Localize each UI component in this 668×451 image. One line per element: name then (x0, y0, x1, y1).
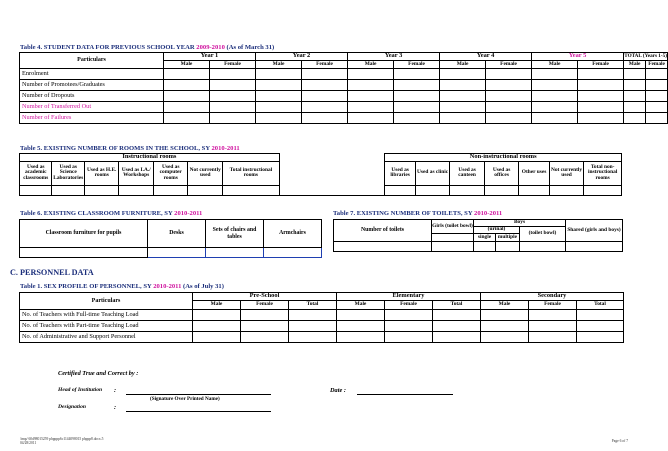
table4-row-label: Enrolment (20, 69, 164, 80)
table7-cell[interactable] (566, 242, 623, 252)
table4-cell[interactable] (210, 69, 256, 80)
signature-caption: (Signature Over Printed Name) (150, 396, 220, 402)
table4-cell[interactable] (256, 102, 302, 113)
table5-col-header: Used as academic classrooms (20, 161, 52, 185)
footer-date: 04/28/2011 (20, 441, 37, 446)
table5-cell[interactable] (385, 185, 415, 195)
table1-cell[interactable] (433, 310, 481, 321)
table5-col-header: Used as offices (484, 161, 519, 185)
table1-cell[interactable] (337, 332, 385, 343)
table5-col-header: Used as libraries (385, 161, 415, 185)
table4-cell[interactable] (302, 102, 348, 113)
table4-year1-header: Year 1 (164, 53, 256, 61)
table4-female-header: Female (210, 61, 256, 69)
table4-cell[interactable] (624, 91, 646, 102)
table4-female-header: Female (486, 61, 532, 69)
table7-shared-header: Shared (girls and boys) (566, 220, 623, 242)
table1-cell[interactable] (385, 332, 433, 343)
table7-title (333, 210, 502, 217)
table4-cell[interactable] (578, 113, 624, 124)
table4-cell[interactable] (624, 102, 646, 113)
table5-col-header: Used as computer rooms (153, 161, 188, 185)
table4-cell[interactable] (256, 69, 302, 80)
table5-cell[interactable] (153, 185, 188, 195)
table4-cell[interactable] (164, 80, 210, 91)
table7-cell[interactable] (496, 242, 520, 252)
table1-particulars-header: Particulars (20, 293, 193, 310)
table5-cell[interactable] (52, 185, 84, 195)
table6-armchairs-cell[interactable] (264, 248, 322, 258)
table7-urinal-header: (urinal) (474, 227, 520, 234)
table1-cell[interactable] (241, 310, 289, 321)
table1-cell[interactable] (481, 332, 529, 343)
table4-year5-header: Year 5 (532, 53, 624, 61)
table4-cell[interactable] (440, 113, 486, 124)
table4-cell[interactable] (532, 102, 578, 113)
table1-female-header: Female (529, 301, 577, 310)
table1-female-header: Female (241, 301, 289, 310)
table1-cell[interactable] (385, 321, 433, 332)
table1-secondary-header: Secondary (481, 293, 624, 301)
table1-title-prefix: Table 1. SEX PROFILE OF PERSONNEL, SY (20, 283, 154, 290)
table7-title-prefix: Table 7. EXISTING NUMBER OF TOILETS, SY (333, 210, 475, 217)
table1-cell[interactable] (241, 321, 289, 332)
table5-cell[interactable] (484, 185, 519, 195)
table6 (19, 219, 322, 258)
table4-cell[interactable] (164, 69, 210, 80)
table4-cell[interactable] (486, 113, 532, 124)
table4-cell[interactable] (486, 91, 532, 102)
table1-cell[interactable] (289, 332, 337, 343)
table4-cell[interactable] (164, 91, 210, 102)
table4-cell[interactable] (532, 91, 578, 102)
table4-male-header: Male (532, 61, 578, 69)
table5-cell[interactable] (519, 185, 549, 195)
table4-cell[interactable] (394, 69, 440, 80)
footer-page: Page 6 of 7 (611, 439, 628, 443)
table4-cell[interactable] (348, 113, 394, 124)
table4-cell[interactable] (440, 91, 486, 102)
table1-total-header: Total (289, 301, 337, 310)
table1-total-header: Total (577, 301, 624, 310)
table4-cell[interactable] (646, 80, 668, 91)
table5-title-prefix: Table 5. EXISTING NUMBER OF ROOMS IN THE SCHOOL, SY (20, 145, 212, 152)
table5-non-instructional-header: Non-instructional rooms (385, 154, 622, 162)
table1-cell[interactable] (289, 321, 337, 332)
table1-cell[interactable] (289, 310, 337, 321)
table1-cell[interactable] (577, 332, 624, 343)
table6-label: Classroom furniture for pupils (20, 220, 148, 248)
table4-cell[interactable] (646, 91, 668, 102)
table1-cell[interactable] (529, 332, 577, 343)
table5-col-header: Used as H.E. rooms (84, 161, 119, 185)
table5-title-sy: 2010-2011 (211, 145, 240, 152)
table4-cell[interactable] (302, 69, 348, 80)
table1-cell[interactable] (481, 310, 529, 321)
table1-cell[interactable] (529, 310, 577, 321)
table1-cell[interactable] (433, 321, 481, 332)
date-line[interactable] (357, 389, 453, 395)
table4-cell[interactable] (440, 102, 486, 113)
table4-cell[interactable] (394, 80, 440, 91)
table5-col-header: Used as clinic (415, 161, 450, 185)
table5-title (20, 145, 240, 152)
table4-male-header: Male (164, 61, 210, 69)
table4-cell[interactable] (578, 80, 624, 91)
table4-female-header: Female (302, 61, 348, 69)
table4-year2-header: Year 2 (256, 53, 348, 61)
table4-title (20, 44, 274, 51)
table4-cell[interactable] (348, 80, 394, 91)
table4-cell[interactable] (578, 69, 624, 80)
table1-cell[interactable] (433, 332, 481, 343)
table4-title-prefix: Table 4. STUDENT DATA FOR PREVIOUS SCHOOL YEAR (20, 44, 197, 51)
table4-female-header: Female (578, 61, 624, 69)
table1-cell[interactable] (193, 321, 241, 332)
table7-cell[interactable] (520, 242, 566, 252)
table4-cell[interactable] (210, 91, 256, 102)
table4-cell[interactable] (210, 113, 256, 124)
table6-title (20, 210, 202, 217)
table4-cell[interactable] (532, 80, 578, 91)
table4-cell[interactable] (256, 80, 302, 91)
table4-male-header: Male (348, 61, 394, 69)
table1-cell[interactable] (577, 310, 624, 321)
table5 (19, 153, 622, 196)
table4-male-header: Male (624, 61, 646, 69)
table7-label: Number of toilets (334, 220, 432, 242)
table4-cell[interactable] (646, 102, 668, 113)
table7-cell[interactable] (334, 242, 432, 252)
table4-cell[interactable] (210, 102, 256, 113)
head-colon: : (114, 387, 117, 394)
table4-cell[interactable] (440, 69, 486, 80)
table5-cell[interactable] (584, 185, 622, 195)
table4-cell[interactable] (348, 91, 394, 102)
table5-cell[interactable] (20, 185, 52, 195)
table4-cell[interactable] (394, 113, 440, 124)
table7-single-header: single (474, 234, 496, 242)
date-label: Date : (330, 387, 346, 394)
table1-male-header: Male (193, 301, 241, 310)
table5-col-header: Not currently used (188, 161, 223, 185)
table4-cell[interactable] (624, 69, 646, 80)
designation-line[interactable] (126, 406, 271, 412)
table4-cell[interactable] (532, 113, 578, 124)
table5-cell[interactable] (222, 185, 279, 195)
table4-female-header: Female (646, 61, 668, 69)
table4-cell[interactable] (646, 113, 668, 124)
table4-cell[interactable] (578, 91, 624, 102)
table5-gap (279, 161, 385, 185)
table5-instructional-header: Instructional rooms (20, 154, 280, 162)
table1-male-header: Male (337, 301, 385, 310)
table4-cell[interactable] (302, 113, 348, 124)
table7 (333, 219, 623, 252)
table4-female-header: Female (394, 61, 440, 69)
table4-male-header: Male (440, 61, 486, 69)
table4-cell[interactable] (210, 80, 256, 91)
table4-total-header: TOTAL (Years 1-5) (624, 52, 667, 59)
table5-col-header: Used as I.A./ Workshops (119, 161, 154, 185)
table4-cell[interactable] (394, 91, 440, 102)
table7-title-sy: 2010-2011 (474, 210, 503, 217)
table5-cell[interactable] (450, 185, 485, 195)
table1-cell[interactable] (193, 332, 241, 343)
table1-cell[interactable] (337, 310, 385, 321)
table1-male-header: Male (481, 301, 529, 310)
table4-cell[interactable] (164, 102, 210, 113)
table1-female-header: Female (385, 301, 433, 310)
table4-year4-header: Year 4 (440, 53, 532, 61)
table4-cell[interactable] (624, 113, 646, 124)
table7-cell[interactable] (474, 242, 496, 252)
table5-cell[interactable] (188, 185, 223, 195)
table1-cell[interactable] (337, 321, 385, 332)
table4-cell[interactable] (302, 80, 348, 91)
table4-cell[interactable] (302, 91, 348, 102)
footer-path-block (20, 437, 103, 446)
table1-cell[interactable] (481, 321, 529, 332)
designation-colon: : (114, 404, 117, 411)
table6-chairs-tables-header: Sets of chairs and tables (206, 220, 264, 248)
table4-cell[interactable] (440, 80, 486, 91)
table4-row-label: Number of Failures (20, 113, 164, 124)
table5-cell[interactable] (549, 185, 584, 195)
table5-col-header: Other uses (519, 161, 549, 185)
table4-cell[interactable] (486, 102, 532, 113)
table5-col-header: Used as canteen (450, 161, 485, 185)
table4-cell[interactable] (256, 113, 302, 124)
table1-row-label: No. of Teachers with Full-time Teaching Load (20, 310, 193, 321)
table4-cell[interactable] (532, 69, 578, 80)
table6-title-sy: 2010-2011 (174, 210, 203, 217)
table1-elementary-header: Elementary (337, 293, 481, 301)
table1-cell[interactable] (577, 321, 624, 332)
table4-particulars-header: Particulars (20, 53, 164, 69)
table4-cell[interactable] (624, 80, 646, 91)
table6-cell[interactable] (20, 248, 148, 258)
table1-title (20, 283, 224, 290)
table4-title-suffix: (As of March 31) (224, 44, 275, 51)
table1 (19, 292, 624, 343)
table5-gap (279, 185, 385, 195)
table1-preschool-header: Pre-School (193, 293, 337, 301)
designation-label: Designation (58, 404, 86, 410)
table5-cell[interactable] (84, 185, 119, 195)
head-of-institution-label: Head of Institution (58, 387, 103, 393)
table5-cell[interactable] (415, 185, 450, 195)
table4-year3-header: Year 3 (348, 53, 440, 61)
certified-heading: Certified True and Correct by : (58, 370, 139, 377)
table4-cell[interactable] (578, 102, 624, 113)
table4-title-sy: 2009-2010 (196, 44, 225, 51)
table5-col-header: Total non-instructional rooms (584, 161, 622, 185)
table4-cell[interactable] (646, 69, 668, 80)
table7-girls-blank (432, 234, 474, 242)
table4-row-label: Number of Dropouts (20, 91, 164, 102)
table1-cell[interactable] (193, 310, 241, 321)
table5-col-header: Not currently used (549, 161, 584, 185)
table4-cell[interactable] (486, 69, 532, 80)
table5-gap (279, 154, 385, 162)
table1-cell[interactable] (529, 321, 577, 332)
table4-male-header: Male (256, 61, 302, 69)
table4-cell[interactable] (486, 80, 532, 91)
table1-cell[interactable] (241, 332, 289, 343)
table5-col-header: Total instructional rooms (222, 161, 279, 185)
table4 (19, 52, 668, 124)
table1-total-header: Total (433, 301, 481, 310)
table4-cell[interactable] (394, 102, 440, 113)
table5-col-header: Used as Science Laboratories (52, 161, 84, 185)
table6-desks-header: Desks (148, 220, 206, 248)
table4-row-label: Number of Transferred Out (20, 102, 164, 113)
table4-cell[interactable] (256, 91, 302, 102)
table6-title-prefix: Table 6. EXISTING CLASSROOM FURNITURE, SY (20, 210, 175, 217)
table1-cell[interactable] (385, 310, 433, 321)
table6-armchairs-header: Armchairs (264, 220, 322, 248)
table4-cell[interactable] (348, 102, 394, 113)
table1-row-label: No. of Teachers with Part-time Teaching Load (20, 321, 193, 332)
table1-row-label: No. of Administrative and Support Personnel (20, 332, 193, 343)
table6-chairs-tables-cell[interactable] (206, 248, 264, 258)
section-c-heading: C. PERSONNEL DATA (10, 268, 94, 277)
table4-row-label: Number of Promotees/Graduates (20, 80, 164, 91)
table7-boys-toilet-bowl-header: (toilet bowl) (520, 227, 566, 242)
table7-cell[interactable] (432, 242, 474, 252)
table6-desks-cell[interactable] (148, 248, 206, 258)
footer-path: /tmp/ 60d98015259 phpppp6c1144098015 phppp8.docx.5 (20, 437, 104, 441)
table1-title-suffix: (As of July 31) (181, 283, 224, 290)
table7-boys-header: Boys (474, 220, 566, 227)
table1-title-sy: 2010-2011 (153, 283, 182, 290)
table7-multiple-header: multiple (496, 234, 520, 242)
table4-cell[interactable] (348, 69, 394, 80)
table4-cell[interactable] (164, 113, 210, 124)
table5-cell[interactable] (119, 185, 154, 195)
table7-girls-header: Girls (toilet bowl) (432, 220, 474, 234)
head-signature-line[interactable] (126, 389, 271, 395)
